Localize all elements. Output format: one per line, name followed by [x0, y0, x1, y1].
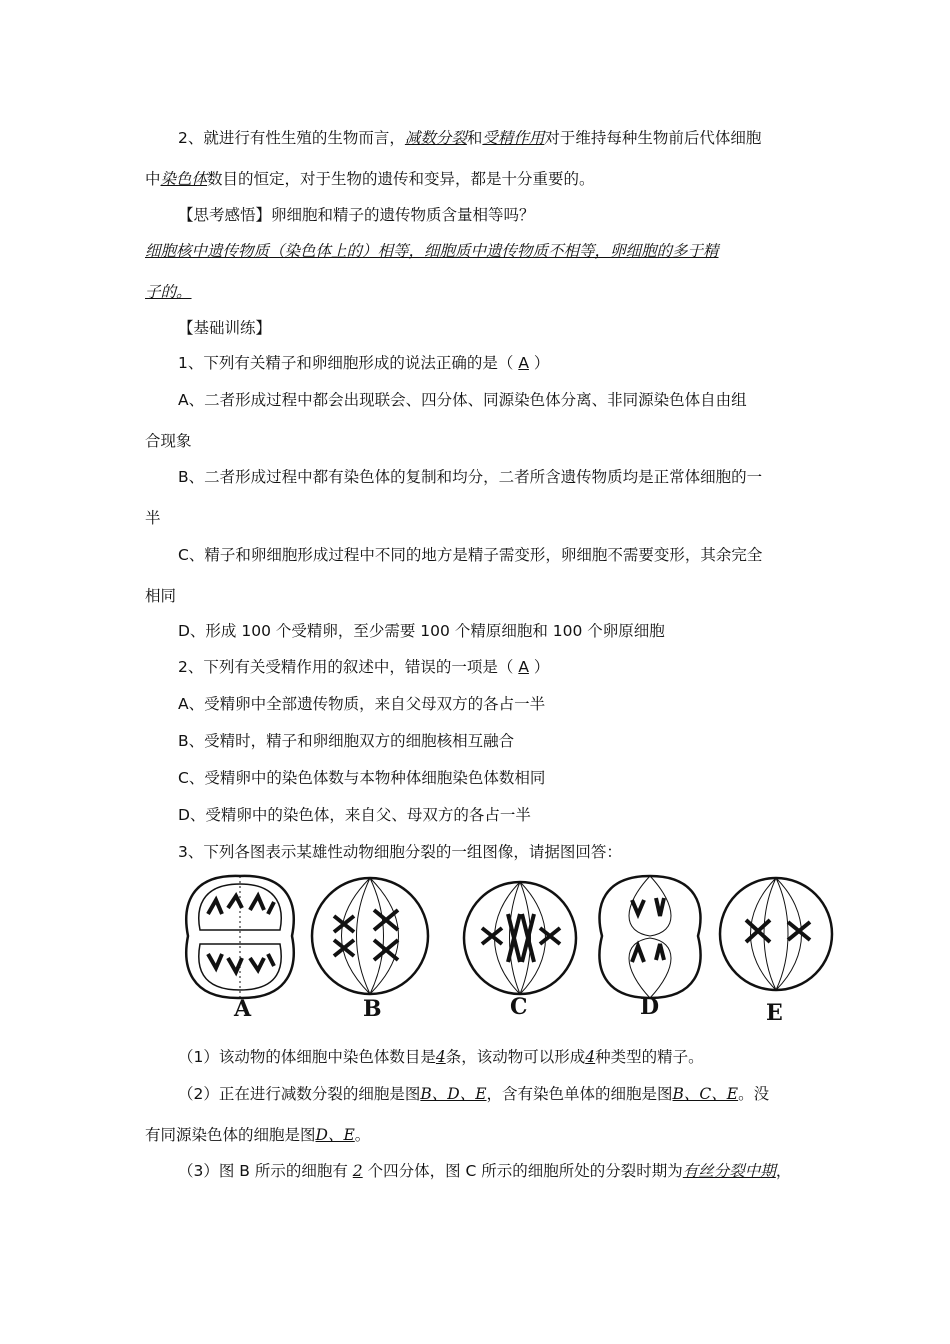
think-answer-line1: 细胞核中遗传物质（染色体上的）相等，细胞质中遗传物质不相等，卵细胞的多于精 — [145, 242, 719, 260]
text: 。 — [354, 1126, 371, 1144]
cell-division-figure — [180, 866, 840, 1026]
think-answer-line2: 子的。 — [145, 283, 192, 301]
text: 1、下列有关精子和卵细胞形成的说法正确的是（ — [178, 354, 514, 372]
answer-blank: A — [518, 354, 529, 372]
text: 中 — [145, 170, 161, 188]
text: 数目的恒定，对于生物的遗传和变异，都是十分重要的。 — [207, 170, 595, 188]
q1-option-c: C、精子和卵细胞形成过程中不同的地方是精子需变形，卵细胞不需要变形，其余完全 — [178, 546, 763, 564]
text: 2、下列有关受精作用的叙述中，错误的一项是（ — [178, 658, 514, 676]
answer-blank: A — [518, 658, 529, 676]
answer-blank: B、D、E — [420, 1085, 487, 1103]
answer-blank: D、E — [315, 1126, 355, 1144]
q1-option-b-cont: 半 — [145, 509, 161, 527]
text: ， — [775, 1162, 792, 1180]
answer-blank: 4 — [585, 1048, 596, 1066]
cell-c-drawing — [464, 882, 576, 994]
think-question: 【思考感悟】卵细胞和精子的遗传物质含量相等吗？ — [178, 206, 535, 224]
cell-label-c: C — [510, 994, 528, 1020]
q3-sub3 — [178, 1161, 791, 1181]
q2-option-b: B、受精时，精子和卵细胞双方的细胞核相互融合 — [178, 732, 515, 750]
cell-label-b: B — [363, 996, 382, 1022]
q3-sub1 — [178, 1047, 704, 1067]
q1-option-a: A、二者形成过程中都会出现联会、四分体、同源染色体分离、非同源染色体自由组 — [178, 391, 747, 409]
cell-b-drawing — [312, 878, 428, 994]
text: 有同源染色体的细胞是图 — [145, 1126, 316, 1144]
section-title: 【基础训练】 — [178, 319, 272, 337]
q2-option-c: C、受精卵中的染色体数与本物种体细胞染色体数相同 — [178, 769, 546, 787]
answer-blank: 有丝分裂中期 — [682, 1162, 776, 1180]
text: 和 — [466, 129, 483, 147]
text: 。没 — [738, 1085, 770, 1103]
cell-d-drawing — [600, 876, 701, 998]
text: ，含有染色单体的细胞是图 — [486, 1085, 673, 1103]
text: （3）图 B 所示的细胞有 — [178, 1162, 348, 1180]
paragraph-line — [145, 169, 595, 189]
text: 2、就进行有性生殖的生物而言， — [178, 129, 405, 147]
cell-a-drawing — [186, 876, 293, 998]
q1-stem — [178, 353, 549, 373]
q1-option-c-cont: 相同 — [145, 587, 177, 605]
cell-e-drawing — [720, 878, 832, 990]
text: 个四分体，图 C 所示的细胞所处的分裂时期为 — [367, 1162, 683, 1180]
text: （1）该动物的体细胞中染色体数目是 — [178, 1048, 436, 1066]
answer-blank: 染色体 — [160, 170, 208, 188]
text: 对于维持每种生物前后代体细胞 — [544, 129, 762, 147]
answer-blank: 2 — [352, 1162, 363, 1180]
answer-blank: 减数分裂 — [404, 129, 467, 147]
text: 条，该动物可以形成 — [445, 1048, 586, 1066]
q2-stem — [178, 657, 549, 677]
text: ） — [533, 354, 550, 372]
paragraph-line — [178, 128, 761, 148]
answer-blank: 4 — [435, 1048, 446, 1066]
q1-option-b: B、二者形成过程中都有染色体的复制和均分，二者所含遗传物质均是正常体细胞的一 — [178, 468, 763, 486]
cell-label-a: A — [234, 996, 252, 1022]
text: 种类型的精子。 — [595, 1048, 704, 1066]
q3-sub2-cont — [145, 1125, 370, 1145]
text: ） — [533, 658, 550, 676]
cell-label-e: E — [766, 1000, 783, 1026]
q2-option-a: A、受精卵中全部遗传物质，来自父母双方的各占一半 — [178, 695, 546, 713]
text: （2）正在进行减数分裂的细胞是图 — [178, 1085, 421, 1103]
q1-option-d: D、形成 100 个受精卵，至少需要 100 个精原细胞和 100 个卵原细胞 — [178, 622, 665, 640]
q1-option-a-cont: 合现象 — [145, 432, 192, 450]
q2-option-d: D、受精卵中的染色体，来自父、母双方的各占一半 — [178, 806, 531, 824]
q3-stem: 3、下列各图表示某雄性动物细胞分裂的一组图像，请据图回答： — [178, 843, 622, 861]
answer-blank: 受精作用 — [482, 129, 545, 147]
answer-blank: B、C、E — [672, 1085, 739, 1103]
cell-label-d: D — [640, 994, 660, 1020]
q3-sub2 — [178, 1084, 769, 1104]
